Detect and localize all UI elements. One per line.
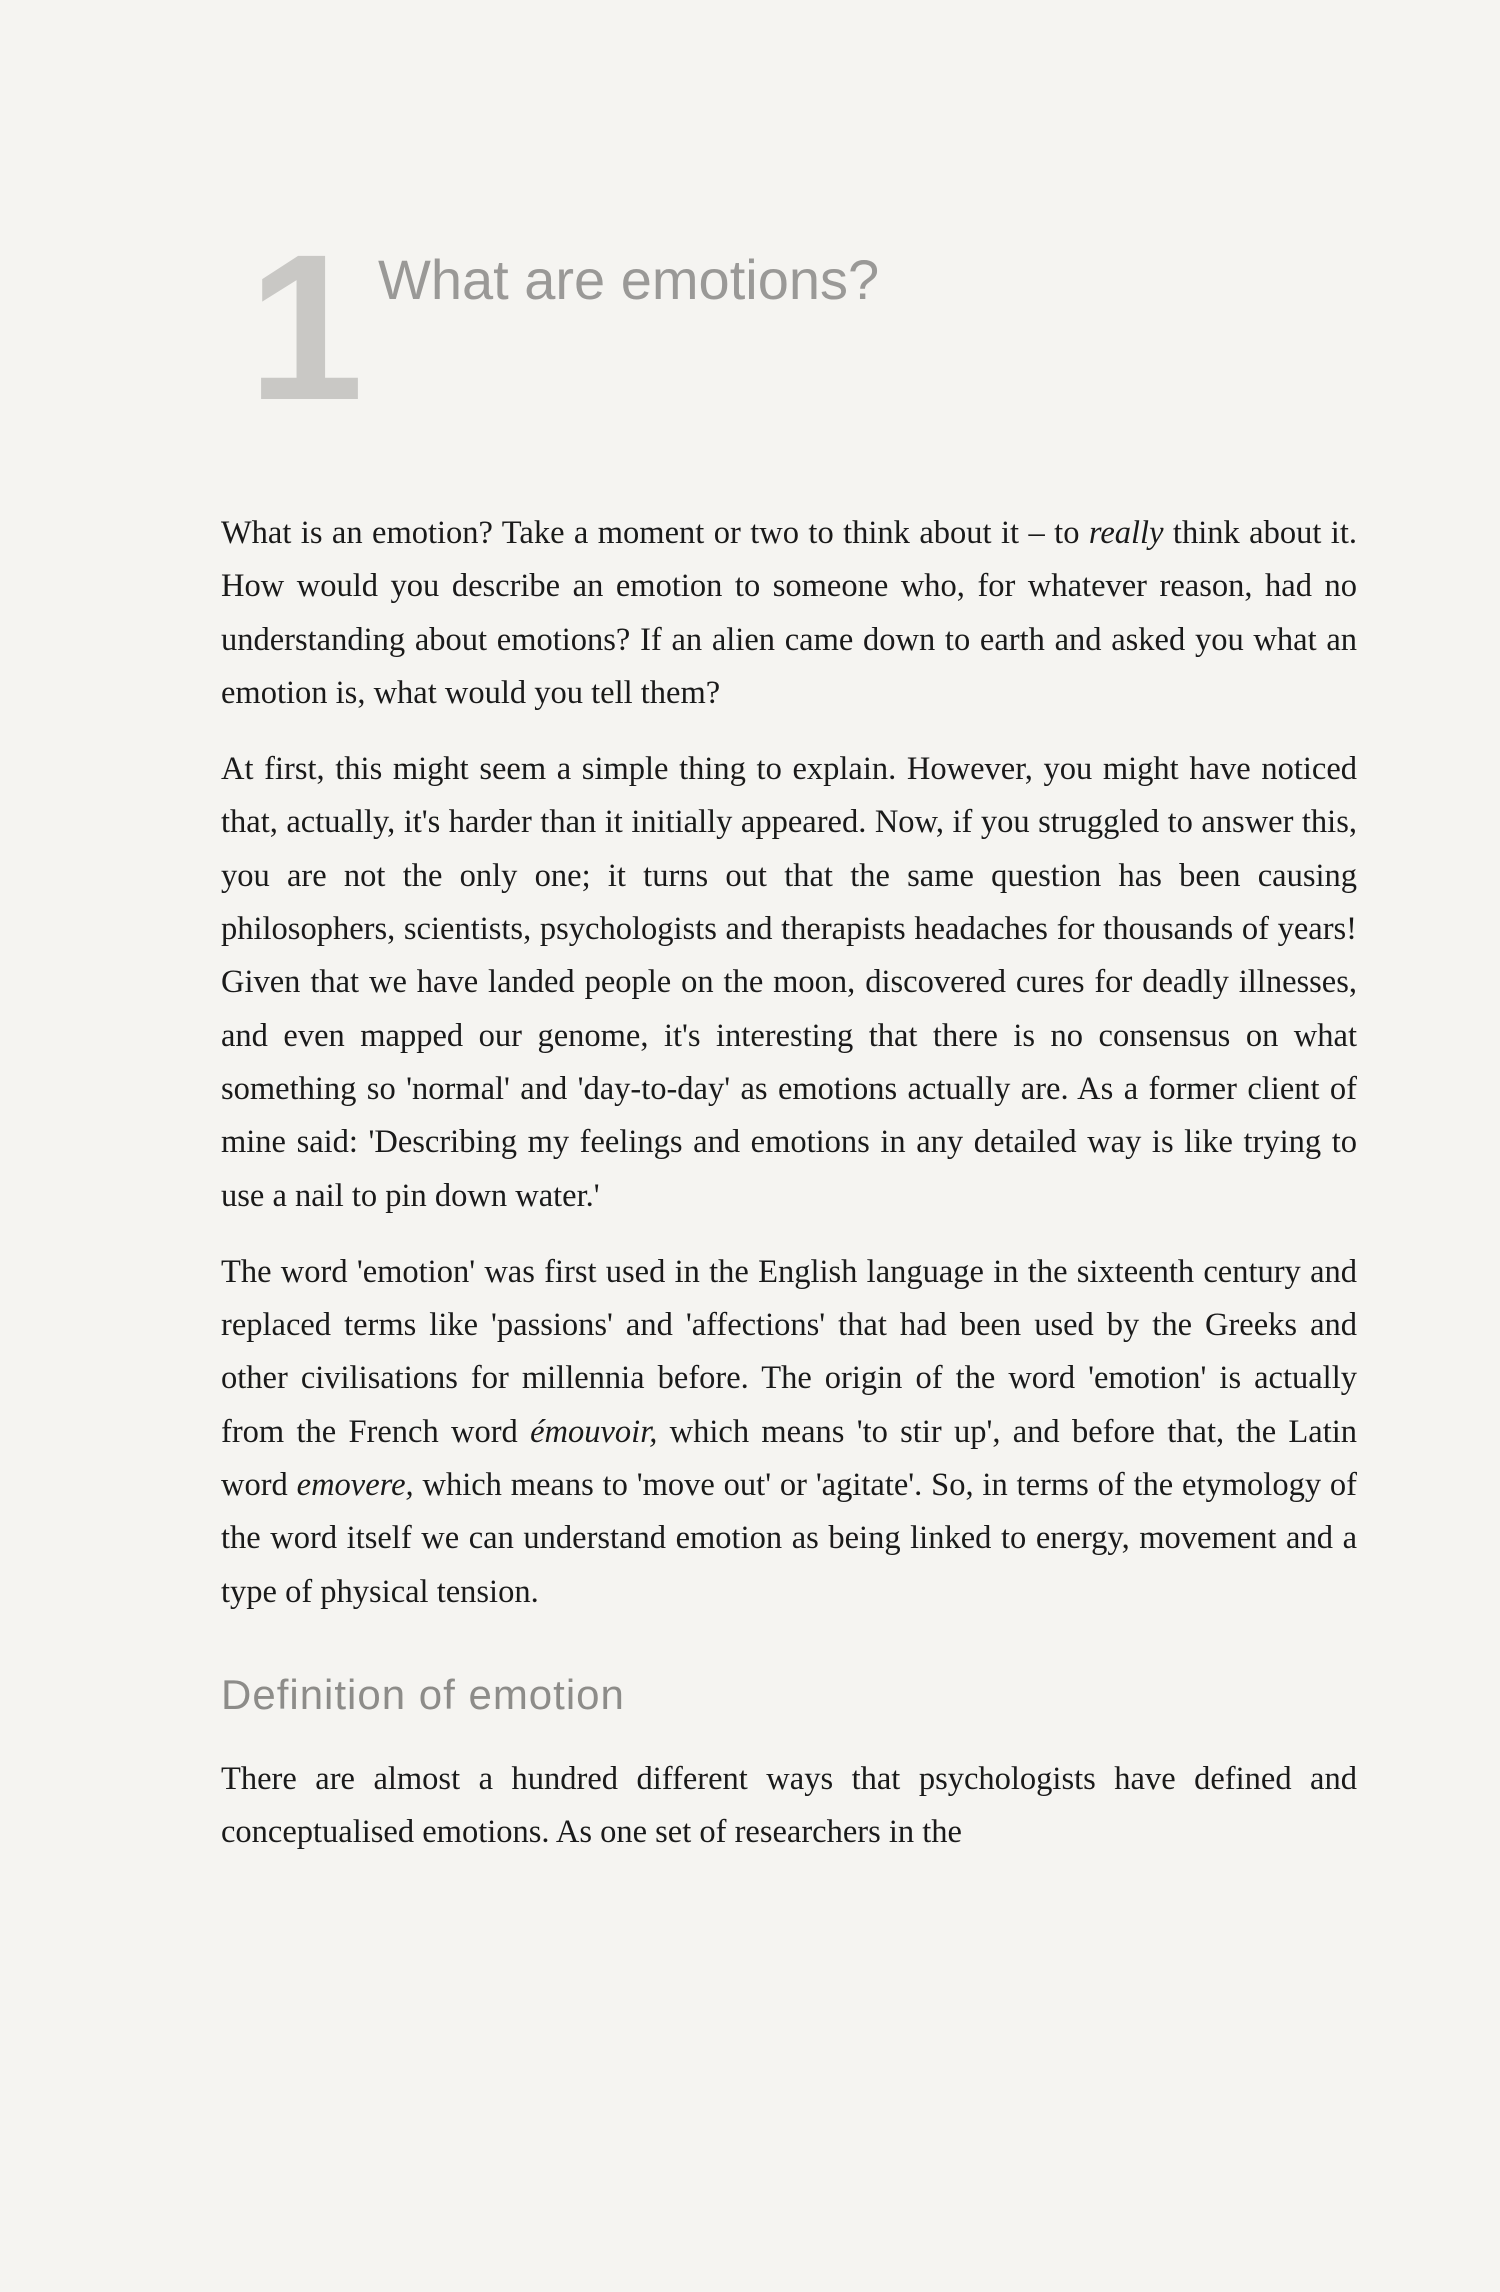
emphasis-emovere: emovere, [296, 1467, 414, 1504]
paragraph-definition: There are almost a hundred different ways that psychologists have defined and conceptualised emotions. As one set of researchers in the [221, 1760, 1357, 1851]
chapter-title: What are emotions? [378, 248, 880, 311]
body-text [221, 507, 1357, 1883]
paragraph-etymology-part: which means to 'move out' or 'agitate'. So, in terms of the etymology of the word itself we can understand emotion as being linked to energy, movement and a type of physical tension. [221, 1467, 1357, 1610]
emphasis-emouvoir: émouvoir, [530, 1413, 658, 1450]
paragraph-intro-part: think about it. How would you describe an emotion to someone who, for whatever reason, had no understanding about emotions? If an alien came down to earth and asked you what an emotion is, what would you tell them? [221, 515, 1357, 711]
paragraph-intro-part: What is an emotion? Take a moment or two to think about it – to [221, 515, 1089, 551]
paragraph-etymology-part: which means 'to stir up', and before that, the Latin word [221, 1413, 1358, 1504]
section-heading: Definition of emotion [221, 1670, 625, 1718]
paragraph-first-thoughts: At first, this might seem a simple thing to explain. However, you might have noticed that, actually, it's harder than it initially appeared. Now, if you struggled to answer this, you are not the only one; it turns out that the same question has been causing philosophers, scientists, psychologists and therapists headaches for thousands of years! Given that we have landed people on the moon, discovered cures for deadly illnesses, and even mapped our genome, it's interesting that there is no consensus on what something so 'normal' and 'day-to-day' as emotions actually are. As a former client of mine said: 'Describing my feelings and emotions in any detailed way is like trying to use a nail to pin down water.' [221, 751, 1357, 1214]
paragraph-intro [221, 507, 1357, 720]
paragraph-etymology-part: The word 'emotion' was first used in the English language in the sixteenth century and replaced terms like 'passions' and 'affections' that had been used by the Greeks and other civilisations for millennia before. The origin of the word 'emotion' is actually from the French word [221, 1253, 1357, 1450]
chapter-number: 1 [248, 212, 364, 444]
emphasis-really: really [1088, 515, 1164, 551]
paragraph-etymology [221, 1246, 1357, 1619]
